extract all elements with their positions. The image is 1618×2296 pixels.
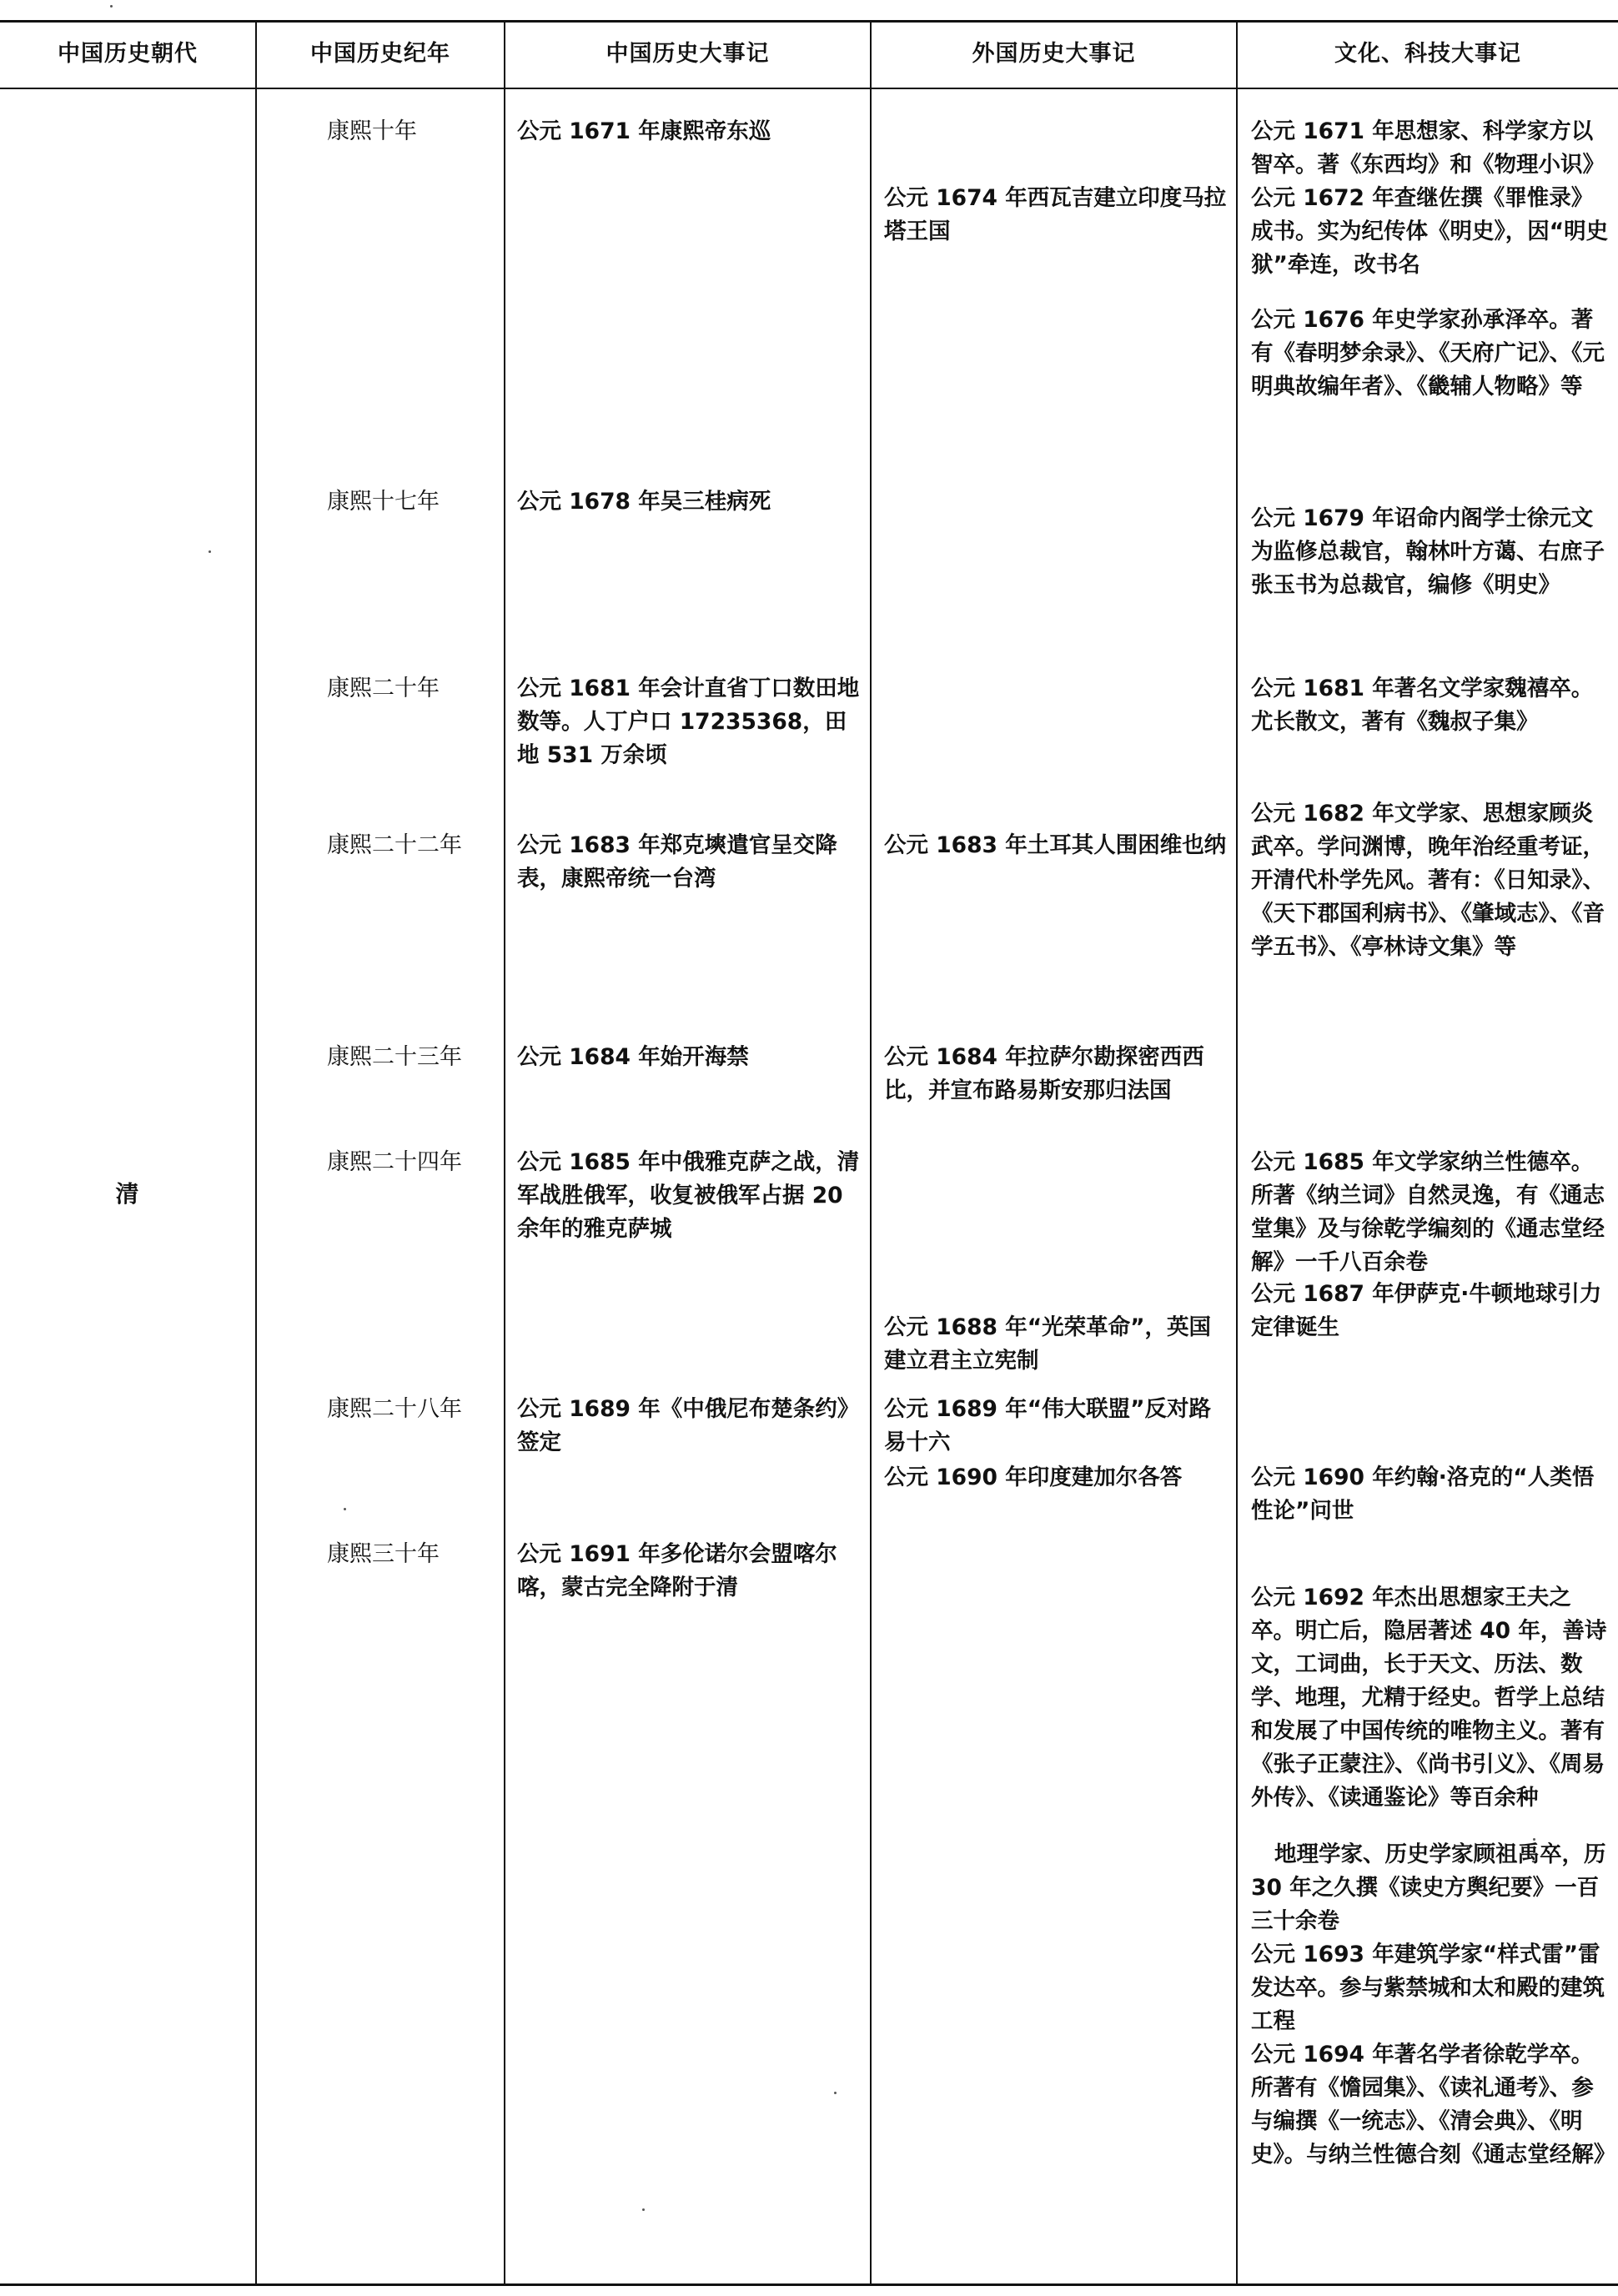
header-era: 中国历史纪年 [310, 40, 450, 67]
foreign-event: 公元 1674 年西瓦吉建立印度马拉塔王国 [884, 185, 1227, 244]
culture-event: 公元 1671 年思想家、科学家方以智卒。著《东西均》和《物理小识》 [1251, 118, 1605, 178]
china-event: 公元 1683 年郑克塽遣官呈交降表，康熙帝统一台湾 [517, 832, 837, 892]
era-cell: 康熙二十年 [327, 676, 440, 701]
culture-event: 公元 1682 年文学家、思想家顾炎武卒。学问渊博，晚年治经重考证，开清代朴学先风。著有：《日知录》、《天下郡国利病书》、《肇域志》、《音学五书》、《亭林诗文集》等 [1251, 801, 1605, 960]
era-cell: 康熙二十三年 [327, 1044, 462, 1070]
scan-speck [642, 2208, 645, 2211]
header-culture-events: 文化、科技大事记 [1334, 40, 1521, 67]
scan-speck [1533, 1838, 1535, 1841]
era-cell: 康熙二十八年 [327, 1396, 462, 1422]
foreign-event: 公元 1684 年拉萨尔勘探密西西比，并宣布路易斯安那归法国 [884, 1044, 1204, 1103]
era-cell: 康熙二十四年 [327, 1149, 462, 1175]
scan-speck [110, 5, 113, 8]
header-foreign-events: 外国历史大事记 [972, 40, 1136, 67]
column-divider-4 [1236, 20, 1238, 2285]
header-dynasty: 中国历史朝代 [58, 40, 198, 67]
column-divider-2 [504, 20, 505, 2285]
foreign-event: 公元 1690 年印度建加尔各答 [884, 1465, 1183, 1490]
header-china-events: 中国历史大事记 [605, 40, 770, 67]
scan-speck [209, 550, 211, 553]
culture-event: 公元 1676 年史学家孙承泽卒。著有《春明梦余录》、《天府广记》、《元明典故编年者》、《畿辅人物略》等 [1251, 307, 1605, 399]
china-event: 公元 1691 年多伦诺尔会盟喀尔喀，蒙古完全降附于清 [517, 1541, 837, 1600]
era-cell: 康熙十年 [327, 118, 417, 144]
china-event: 公元 1684 年始开海禁 [517, 1044, 749, 1070]
foreign-event: 公元 1683 年土耳其人围困维也纳 [884, 832, 1227, 858]
china-event: 公元 1681 年会计直省丁口数田地数等。人丁户口 17235368，田地 531 万余顷 [517, 676, 860, 768]
culture-event: 公元 1687 年伊萨克·牛顿地球引力定律诞生 [1251, 1281, 1602, 1340]
culture-event: 公元 1690 年约翰·洛克的“人类悟性论”问世 [1251, 1465, 1595, 1524]
culture-event: 公元 1694 年著名学者徐乾学卒。所著有《憺园集》、《读礼通考》、参与编撰《一统志》、《清会典》、《明史》。与纳兰性德合刻《通志堂经解》 [1251, 2042, 1616, 2168]
culture-event: 公元 1679 年诏命内阁学士徐元文为监修总裁官，翰林叶方蔼、右庶子张玉书为总裁官，编修《明史》 [1251, 505, 1605, 598]
culture-event: 公元 1685 年文学家纳兰性德卒。所著《纳兰词》自然灵逸，有《通志堂集》及与徐乾学编刻的《通志堂经解》一千八百余卷 [1251, 1149, 1605, 1275]
era-cell: 康熙二十二年 [327, 832, 462, 858]
era-cell: 康熙十七年 [327, 489, 440, 515]
china-event: 公元 1689 年《中俄尼布楚条约》签定 [517, 1396, 860, 1455]
culture-event: 公元 1692 年杰出思想家王夫之卒。明亡后，隐居著述 40 年，善诗文，工词曲，长于天文、历法、数学、地理，尤精于经史。哲学上总结和发展了中国传统的唯物主义。著有《张子正蒙注》、《尚书引义》、《周易外传》、《读通鉴论》等百余种 [1251, 1585, 1607, 1811]
column-divider-1 [255, 20, 257, 2285]
foreign-event: 公元 1689 年“伟大联盟”反对路易十六 [884, 1396, 1212, 1455]
scan-speck [834, 2092, 837, 2094]
era-cell: 康熙三十年 [327, 1541, 440, 1567]
culture-event: 公元 1681 年著名文学家魏禧卒。尤长散文，著有《魏叔子集》 [1251, 676, 1594, 735]
table-bottom-rule [0, 2283, 1618, 2286]
dynasty-label: 清 [115, 1180, 139, 1208]
column-divider-3 [870, 20, 872, 2285]
china-event: 公元 1685 年中俄雅克萨之战，清军战胜俄军，收复被俄军占据 20 余年的雅克萨城 [517, 1149, 860, 1242]
scan-speck [344, 1508, 346, 1510]
china-event: 公元 1678 年吴三桂病死 [517, 489, 771, 515]
foreign-event: 公元 1688 年“光荣革命”，英国建立君主立宪制 [884, 1314, 1212, 1374]
culture-event: 公元 1693 年建筑学家“样式雷”雷发达卒。参与紫禁城和太和殿的建筑工程 [1251, 1942, 1605, 2034]
culture-event: 地理学家、历史学家顾祖禹卒，历 30 年之久撰《读史方舆纪要》一百三十余卷 [1251, 1841, 1606, 1934]
culture-event: 公元 1672 年查继佐撰《罪惟录》成书。实为纪传体《明史》，因“明史狱”牵连，改书名 [1251, 185, 1609, 278]
header-bottom-rule [0, 88, 1618, 89]
china-event: 公元 1671 年康熙帝东巡 [517, 118, 771, 144]
